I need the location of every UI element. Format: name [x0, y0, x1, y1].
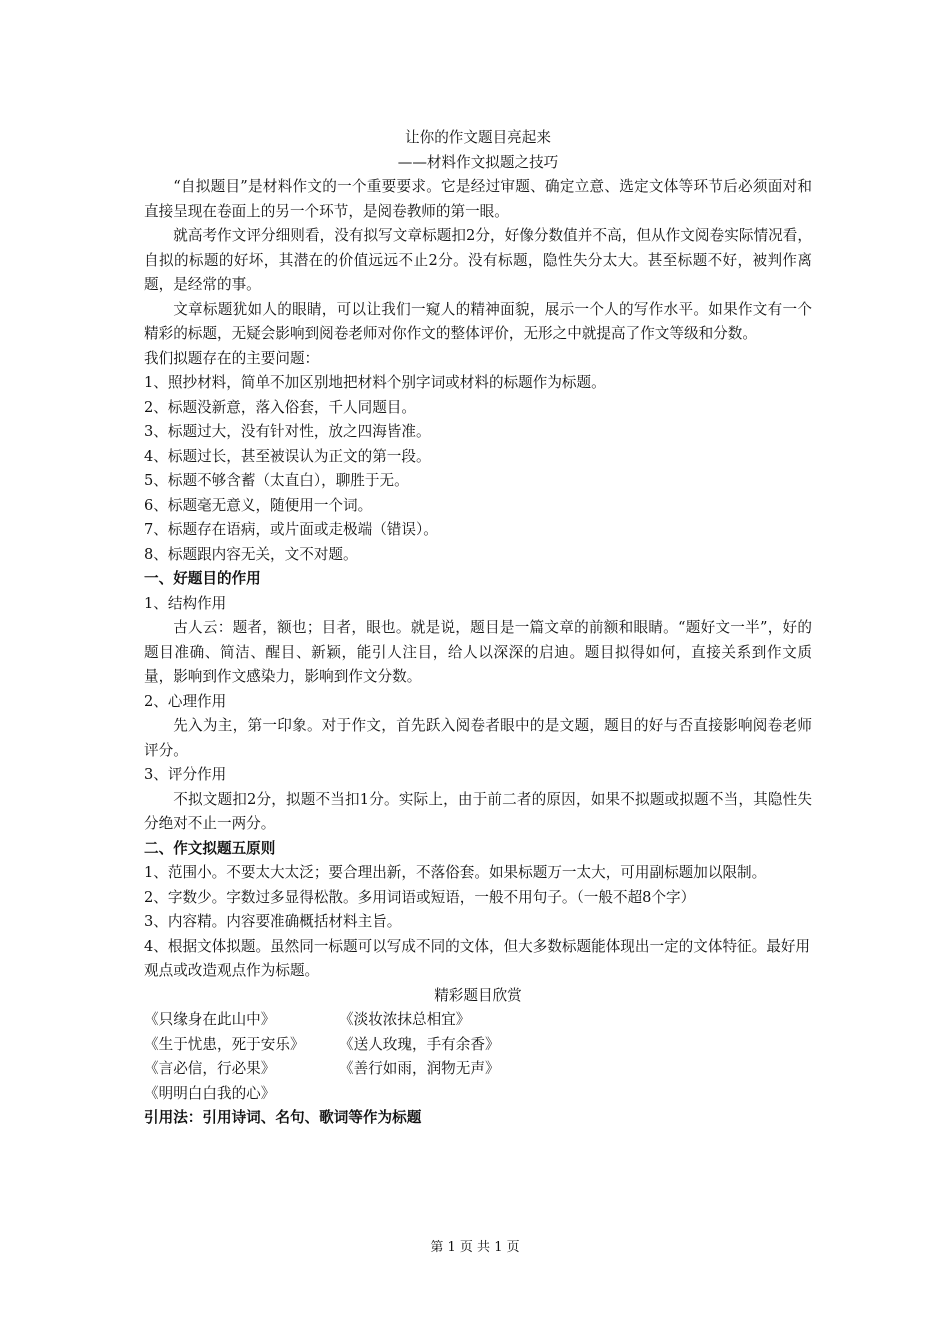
showcase-title: [339, 1082, 639, 1107]
document-title: 让你的作文题目亮起来: [405, 129, 551, 146]
principle-item: 3、内容精。内容要准确概括材料主旨。: [144, 913, 402, 930]
showcase-title: 《只缘身在此山中》: [144, 1011, 276, 1028]
document-content: [144, 126, 812, 1131]
intro-paragraph-3: 文章标题犹如人的眼睛，可以让我们一窥人的精神面貌，展示一个人的写作水平。如果作文有一个精彩的标题，无疑会影响到阅卷老师对你作文的整体评价，无形之中就提高了作文等级和分数。: [144, 300, 812, 342]
showcase-title: 《送人玫瑰，手有余香》: [339, 1035, 500, 1053]
page-footer: 第 1 页 共 1 页: [430, 1240, 520, 1255]
purpose-item-text: 先入为主，第一印象。对于作文，首先跃入阅卷者眼中的是文题，题目的好与否直接影响阅卷老师评分。: [144, 717, 812, 759]
showcase-title: 《言必信，行必果》: [144, 1060, 276, 1077]
intro-paragraph-1: “自拟题目”是材料作文的一个重要要求。它是经过审题、确定立意、选定文体等环节后必须面对和直接呈现在卷面上的另一个环节，是阅卷教师的第一眼。: [144, 178, 812, 220]
principle-item: 1、范围小。不要太大太泛；要合理出新，不落俗套。如果标题万一太大，可用副标题加以限制。: [144, 864, 767, 881]
showcase-heading: 精彩题目欣赏: [434, 986, 522, 1004]
problem-item: 7、标题存在语病，或片面或走极端（错误）。: [144, 521, 438, 538]
showcase-title: 《生于忧患，死于安乐》: [144, 1035, 305, 1053]
problem-item: 5、标题不够含蓄（太直白），聊胜于无。: [144, 472, 409, 489]
problem-item: 8、标题跟内容无关，文不对题。: [144, 545, 358, 563]
problem-item: 3、标题过大，没有针对性，放之四海皆准。: [144, 423, 431, 440]
problem-item: 4、标题过长，甚至被误认为正文的第一段。: [144, 447, 431, 465]
problem-item: 6、标题毫无意义，随便用一个词。: [144, 496, 373, 514]
purpose-item-text: 不拟文题扣2分，拟题不当扣1分。实际上，由于前二者的原因，如果不拟题或拟题不当，其隐性失分绝对不止一两分。: [144, 790, 812, 832]
purpose-item-text: 古人云：题者，额也；目者，眼也。就是说，题目是一篇文章的前额和眼睛。“题好文一半”，好的题目准确、简洁、醒目、新颖，能引人注目，给人以深深的启迪。题目拟得如何，直接关系到作文质量，影响到作文感染力，影响到作文分数。: [144, 619, 812, 685]
principle-item: 4、根据文体拟题。虽然同一标题可以写成不同的文体，但大多数标题能体现出一定的文体特征。最好用观点或改造观点作为标题。: [144, 937, 811, 979]
section-heading-purpose: 一、好题目的作用: [144, 570, 261, 587]
section-heading-principles: 二、作文拟题五原则: [144, 839, 276, 857]
purpose-item-label: 2、心理作用: [144, 692, 227, 710]
problems-heading: 我们拟题存在的主要问题：: [144, 349, 320, 367]
purpose-item-label: 1、结构作用: [144, 594, 227, 612]
principle-item: 2、字数少。字数过多显得松散。多用词语或短语，一般不用句子。（一般不超8个字）: [144, 888, 696, 906]
showcase-title: 《明明白白我的心》: [144, 1084, 276, 1102]
document-subtitle: ——材料作文拟题之技巧: [397, 153, 559, 171]
intro-paragraph-2: 就高考作文评分细则看，没有拟写文章标题扣2分，好像分数值并不高，但从作文阅卷实际情况看，自拟的标题的好坏，其潜在的价值远远不止2分。没有标题，隐性失分太大。甚至标题不好，被判作离题，是经常的事。: [144, 227, 812, 293]
purpose-item-label: 3、评分作用: [144, 766, 227, 783]
problem-item: 1、照抄材料，简单不加区别地把材料个别字词或材料的标题作为标题。: [144, 374, 606, 391]
showcase-title: 《善行如雨，润物无声》: [339, 1060, 500, 1077]
showcase-titles-grid: [144, 1008, 812, 1106]
problem-item: 2、标题没新意，落入俗套，千人同题目。: [144, 398, 416, 416]
showcase-title: 《淡妆浓抹总相宜》: [339, 1011, 471, 1028]
method-heading-quotation: 引用法：引用诗词、名句、歌词等作为标题: [144, 1109, 422, 1126]
